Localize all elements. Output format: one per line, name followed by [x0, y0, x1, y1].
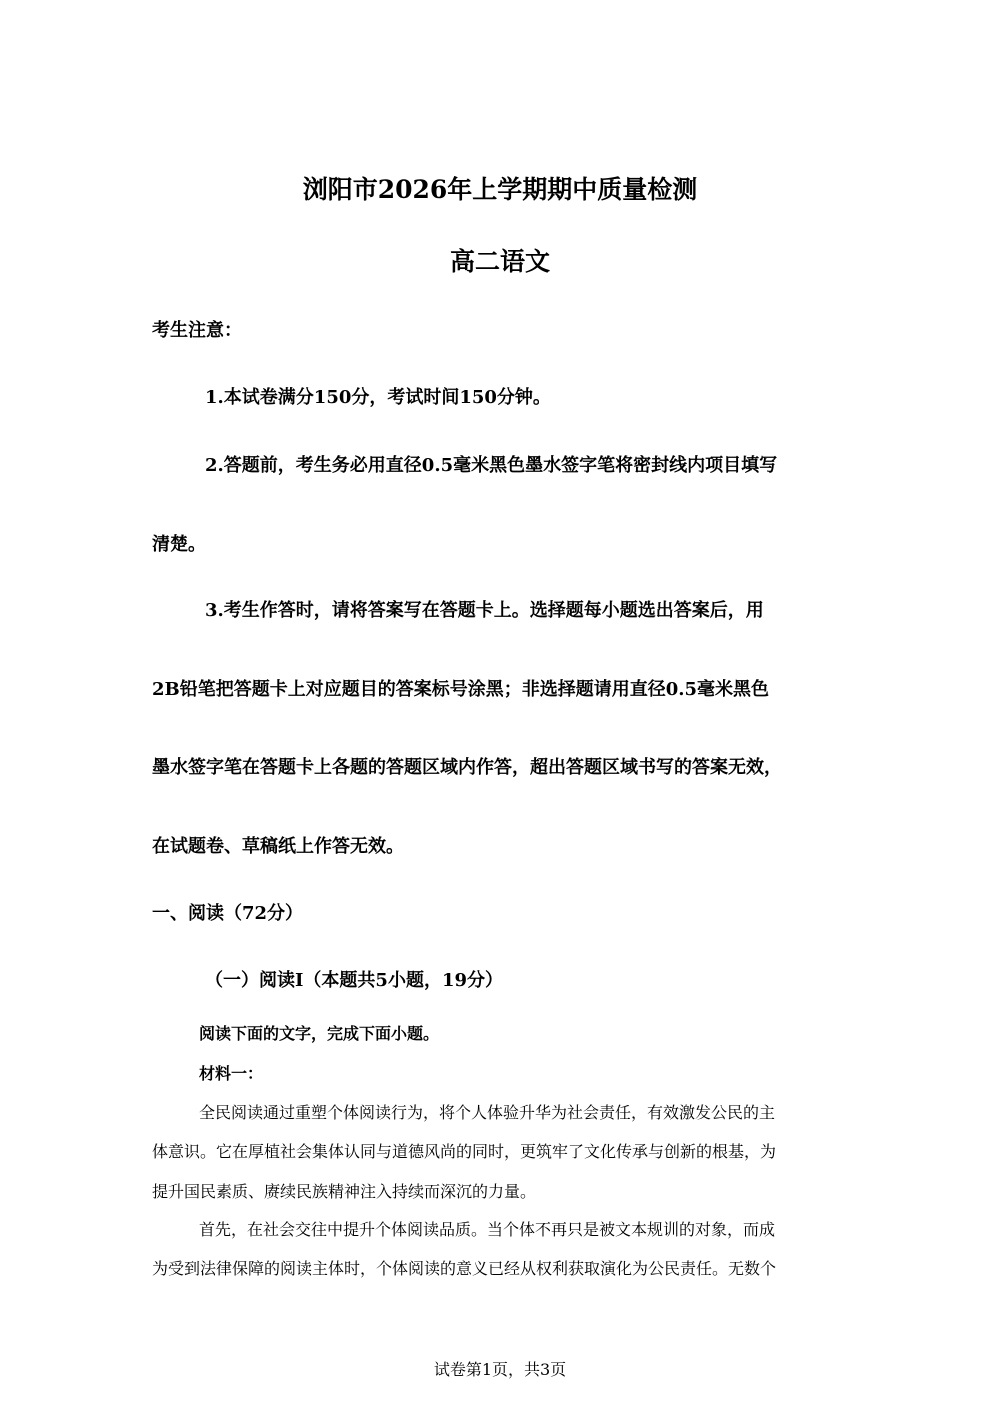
paragraph-1-line-1: 全民阅读通过重塑个体阅读行为，将个人体验升华为社会责任，有效激发公民的主 — [199, 1103, 776, 1122]
notice-item-2-line-1: 2.答题前，考生务必用直径0.5毫米黑色墨水签字笔将密封线内项目填写 — [205, 455, 778, 476]
paragraph-2-line-2: 为受到法律保障的阅读主体时，个体阅读的意义已经从权利获取演化为公民责任。无数个 — [152, 1259, 777, 1278]
subject-title: 高二语文 — [449, 247, 550, 276]
reading-instruction: 阅读下面的文字，完成下面小题。 — [199, 1024, 440, 1043]
notice-heading: 考生注意： — [152, 320, 242, 341]
material-label: 材料一： — [199, 1064, 264, 1083]
page-number: 试卷第1页，共3页 — [433, 1360, 567, 1379]
paragraph-1-line-3: 提升国民素质、赓续民族精神注入持续而深沉的力量。 — [152, 1182, 537, 1201]
notice-item-3-line-2: 2B铅笔把答题卡上对应题目的答案标号涂黑；非选择题请用直径0.5毫米黑色 — [152, 679, 770, 700]
notice-item-1: 1.本试卷满分150分，考试时间150分钟。 — [205, 387, 551, 408]
notice-item-3-line-4: 在试题卷、草稿纸上作答无效。 — [152, 836, 404, 857]
subsection-heading: （一）阅读I（本题共5小题，19分） — [205, 970, 503, 991]
notice-item-3-line-3: 墨水签字笔在答题卡上各题的答题区域内作答，超出答题区域书写的答案无效， — [152, 757, 782, 778]
paragraph-1-line-2: 体意识。它在厚植社会集体认同与道德风尚的同时，更筑牢了文化传承与创新的根基，为 — [152, 1142, 777, 1161]
notice-item-3-line-1: 3.考生作答时，请将答案写在答题卡上。选择题每小题选出答案后，用 — [205, 600, 764, 621]
section-heading: 一、阅读（72分） — [152, 903, 304, 924]
exam-title: 浏阳市2026年上学期期中质量检测 — [302, 175, 698, 204]
notice-item-2-line-2: 清楚。 — [152, 534, 206, 555]
paragraph-2-line-1: 首先，在社会交往中提升个体阅读品质。当个体不再只是被文本规训的对象，而成 — [199, 1220, 776, 1239]
